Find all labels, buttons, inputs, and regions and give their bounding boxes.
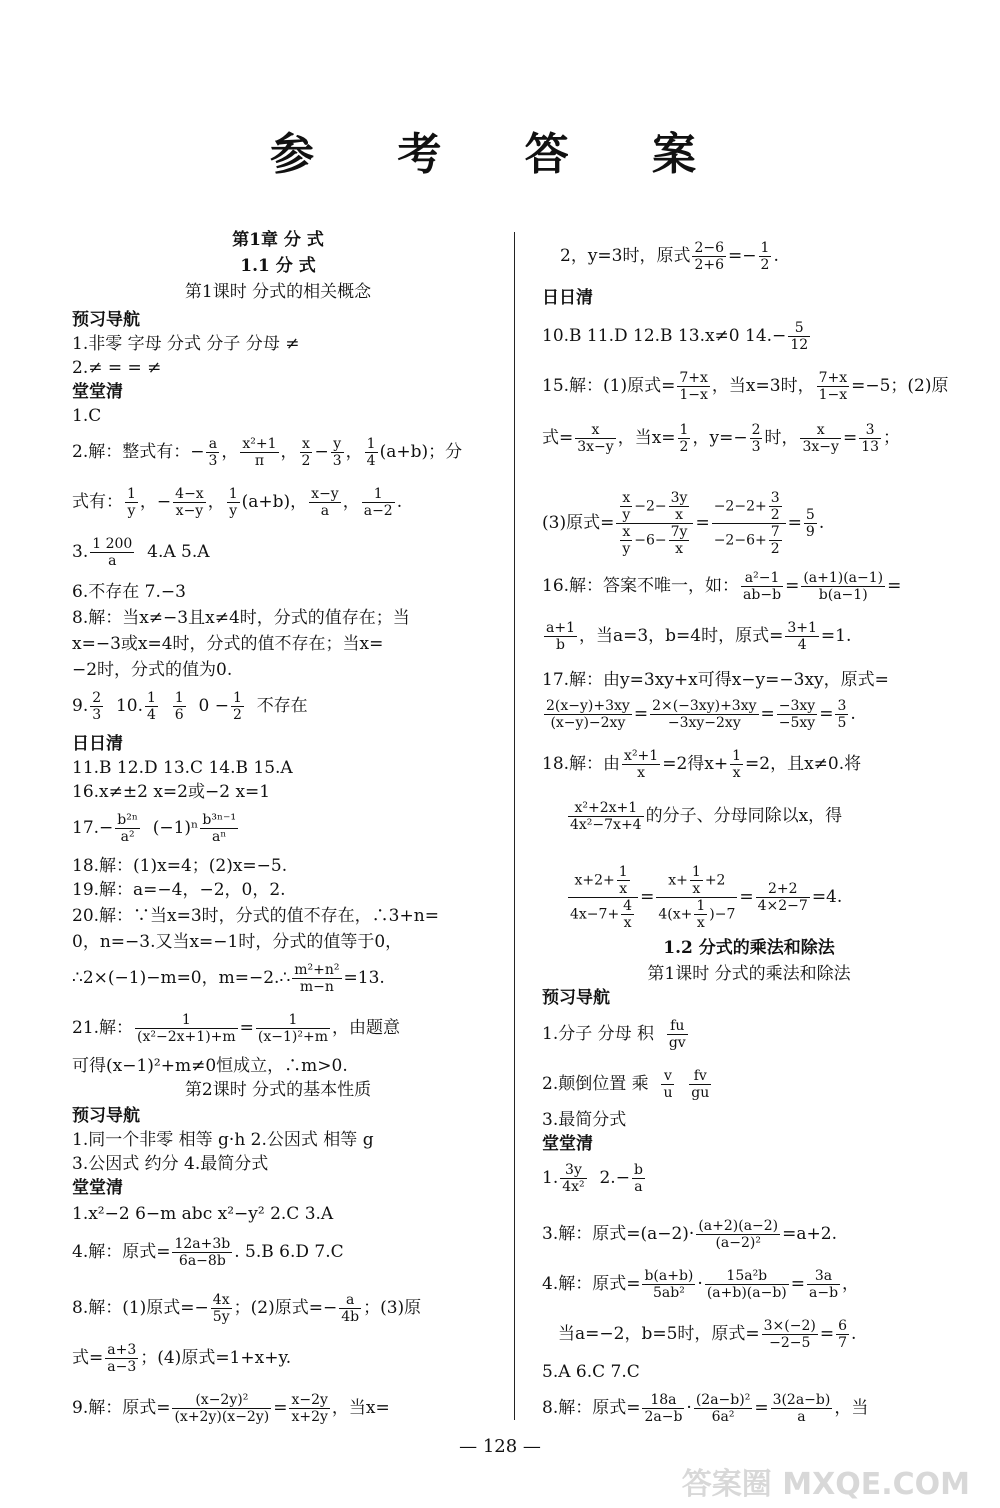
section-heading: 1.1 分 式 [240,256,316,276]
answer-line: 可得(x−1)²+m≠0恒成立，∴m>0. [72,1056,348,1076]
lesson-heading: 第1课时 分式的相关概念 [184,282,372,302]
answer-line: 1.C [72,406,102,426]
answer-line: 8.解：当x≠−3且x≠4时，分式的值存在；当 [72,608,410,628]
answer-line: 1. $\frac{3y}{\text{4x²}}$ 2.− $\frac{b}{a}$ [542,1162,643,1195]
preview-label: 预习导航 [72,1106,140,1126]
answer-line: 2，y=3时，原式 $\frac{2-6}{2+6}$ =− $\frac{1}{2}$ . [560,240,779,273]
answer-line: 21.解： $\frac{1}{\text{(x²−2x+1)+m}}$ = $\frac{1}{\text{(x−1)²+m}}$ ，由题意 [72,1012,400,1045]
answer-line: 式有： $\frac{1}{y}$ ，− $\frac{4-x}{x-y}$ ， $\frac{1}{y}$ (a+b)， $\frac{x-y}{a}$ ， $\frac{1}{a-2}$ . [72,486,403,519]
class-label: 堂堂清 [72,1178,123,1198]
answer-line: 6.不存在 7.−3 [72,582,186,602]
answer-line: 17.− $\frac{\text{b²ⁿ}}{\text{a²}}$ (−1)ⁿ $\frac{\text{b³ⁿ⁻¹}}{\text{aⁿ}}$ [72,812,237,845]
answer-line: 9.解：原式= $\frac{\text{(x−2y)²}}{(x+2y)(x-2y)}$ = $\frac{x-2y}{x+2y}$ ，当x= [72,1392,390,1425]
answer-line: 2.≠ = = ≠ [72,358,162,378]
answer-line: 1.分子 分母 积 $\frac{fu}{gv}$ [542,1018,686,1051]
class-label: 堂堂清 [72,382,123,402]
answer-line: 3. $\frac{1 200}{a}$ 4.A 5.A [72,536,210,569]
answer-line: 18.解：(1)x=4；(2)x=−5. [72,856,288,876]
answer-line: ∴2×(−1)−m=0，m=−2.∴ $\frac{\text{m²+n²}}{m-n}$ =13. [72,962,385,995]
answer-line: x+2+ $\frac{1}{x}$ 4x−7+ $\frac{4}{x}$ = x+ $\frac{1}{x}$ +2 4(x+ $\frac{1}{x}$ )−7 = $\frac{2+2}{4\times 2-7}$ =4. [570,864,843,931]
answer-line: 2.解：整式有：− $\frac{a}{3}$ ， $\frac{\text{x²+1}}{\pi}$ ， $\frac{x}{2}$ − $\frac{y}{3}$ ， $\frac{1}{4}$ (a+b)；分 [72,436,463,469]
answer-line: 式= $\frac{x}{3x-y}$ ，当x= $\frac{1}{2}$ ，y=− $\frac{2}{3}$ 时， $\frac{x}{3x-y}$ = $\frac{3}{13}$ ； [542,422,901,455]
answer-line: 18.解：由 $\frac{\text{x²+1}}{x}$ =2得x+ $\frac{1}{x}$ =2，且x≠0.将 [542,748,862,781]
answer-line: 3.解：原式=(a−2)· $\frac{(a+2)(a-2)}{\text{(a−2)²}}$ =a+2. [542,1218,837,1251]
answer-line: 5.A 6.C 7.C [542,1362,640,1382]
daily-label: 日日清 [72,734,123,754]
answer-line: 17.解：由y=3xy+x可得x−y=−3xy，原式= [542,670,889,690]
answer-line: $\frac{a+1}{b}$ ，当a=3，b=4时，原式= $\frac{3+1}{4}$ =1. [546,620,852,653]
answer-line: 16.解：答案不唯一，如： $\frac{\text{a²−1}}{ab-b}$ = $\frac{(a+1)(a-1)}{b(a-1)}$ = [542,570,902,603]
answer-line: 1.x²−2 6−m abc x²−y² 2.C 3.A [72,1204,334,1224]
answer-line: 19.解：a=−4，−2，0，2. [72,880,286,900]
answer-line: 9. $\frac{2}{3}$ 10. $\frac{1}{4}$ $\frac{1}{6}$ 0 − $\frac{1}{2}$ 不存在 [72,690,308,723]
answer-line: 20.解：∵当x=3时，分式的值不存在，∴3+n= [72,906,439,926]
answer-line: 4.解：原式= $\frac{12a+3b}{6a-8b}$ . 5.B 6.D 7.C [72,1236,344,1269]
answer-line: 3.公因式 约分 4.最简分式 [72,1154,269,1174]
watermark-logo: 答案圈 MXQE.COM [681,1467,970,1502]
preview-label: 预习导航 [542,988,610,1008]
lesson-heading: 第2课时 分式的基本性质 [184,1080,372,1100]
preview-label: 预习导航 [72,310,140,330]
page-title: 参 考 答 案 [270,129,730,180]
answer-line: 15.解：(1)原式= $\frac{7+x}{1-x}$ ，当x=3时， $\frac{7+x}{1-x}$ =−5；(2)原 [542,370,949,403]
class-label: 堂堂清 [542,1134,593,1154]
answer-line: 8.解：原式= $\frac{18a}{2a-b}$ · $\frac{\text{(2a−b)²}}{\text{6a²}}$ = $\frac{3(2a-b)}{a}$ ，当 [542,1392,869,1425]
answer-line: 16.x≠±2 x=2或−2 x=1 [72,782,271,802]
answer-line: 当a=−2，b=5时，原式= $\frac{3\times(-2)}{-2-5}$ = $\frac{6}{7}$ . [558,1318,857,1351]
answer-line: −2时，分式的值为0. [72,660,233,680]
answer-line: $\frac{\text{x²+2x+1}}{\text{4x²−7x+4}}$ 的分子、分母同除以x，得 [570,800,843,833]
page-number: — 128 — [459,1436,541,1457]
answer-line: 4.解：原式= $\frac{b(a+b)}{\text{5ab²}}$ · $\frac{\text{15a²b}}{(a+b)(a-b)}$ = $\frac{3a}{a-b}$ ， [542,1268,860,1301]
answer-line: 10.B 11.D 12.B 13.x≠0 14.− $\frac{5}{12}$ [542,320,809,353]
answer-line: $\frac{2(x-y)+3xy}{(x-y)-2xy}$ = $\frac{2\times(-3xy)+3xy}{-3xy-2xy}$ = $\frac{-3xy}{-5xy}$ = $\frac{3}{5}$ . [546,698,856,731]
answer-line: 3.最简分式 [542,1110,627,1130]
answer-line: 11.B 12.D 13.C 14.B 15.A [72,758,293,778]
answer-line: 式= $\frac{a+3}{a-3}$ ；(4)原式=1+x+y. [72,1342,292,1375]
daily-label: 日日清 [542,288,593,308]
column-divider [514,232,515,1420]
chapter-heading: 第1章 分 式 [232,230,324,250]
answer-line: 1.同一个非零 相等 g·h 2.公因式 相等 g [72,1130,374,1150]
answer-line: 0，n=−3.又当x=−1时，分式的值等于0， [72,932,403,952]
answer-line: 2.颠倒位置 乘 $\frac{v}{u}$ $\frac{fv}{gu}$ [542,1068,710,1101]
answer-line: 1.非零 字母 分式 分子 分母 ≠ [72,334,300,354]
answer-line: x=−3或x=4时，分式的值不存在；当x= [72,634,384,654]
section-heading: 1.2 分式的乘法和除法 [663,938,835,958]
answer-line: 8.解：(1)原式=− $\frac{4x}{5y}$ ；(2)原式=− $\frac{a}{4b}$ ；(3)原 [72,1292,422,1325]
lesson-heading: 第1课时 分式的乘法和除法 [647,964,851,984]
answer-line: (3)原式= $\frac{x}{y}$ −2− $\frac{3y}{x}$ $\frac{x}{y}$ −6− $\frac{7y}{x}$ = −2−2+ $\frac{3}{2}$ −2−6+ $\frac{7}{2}$ = $\frac{5}{9}$ . [542,490,825,557]
